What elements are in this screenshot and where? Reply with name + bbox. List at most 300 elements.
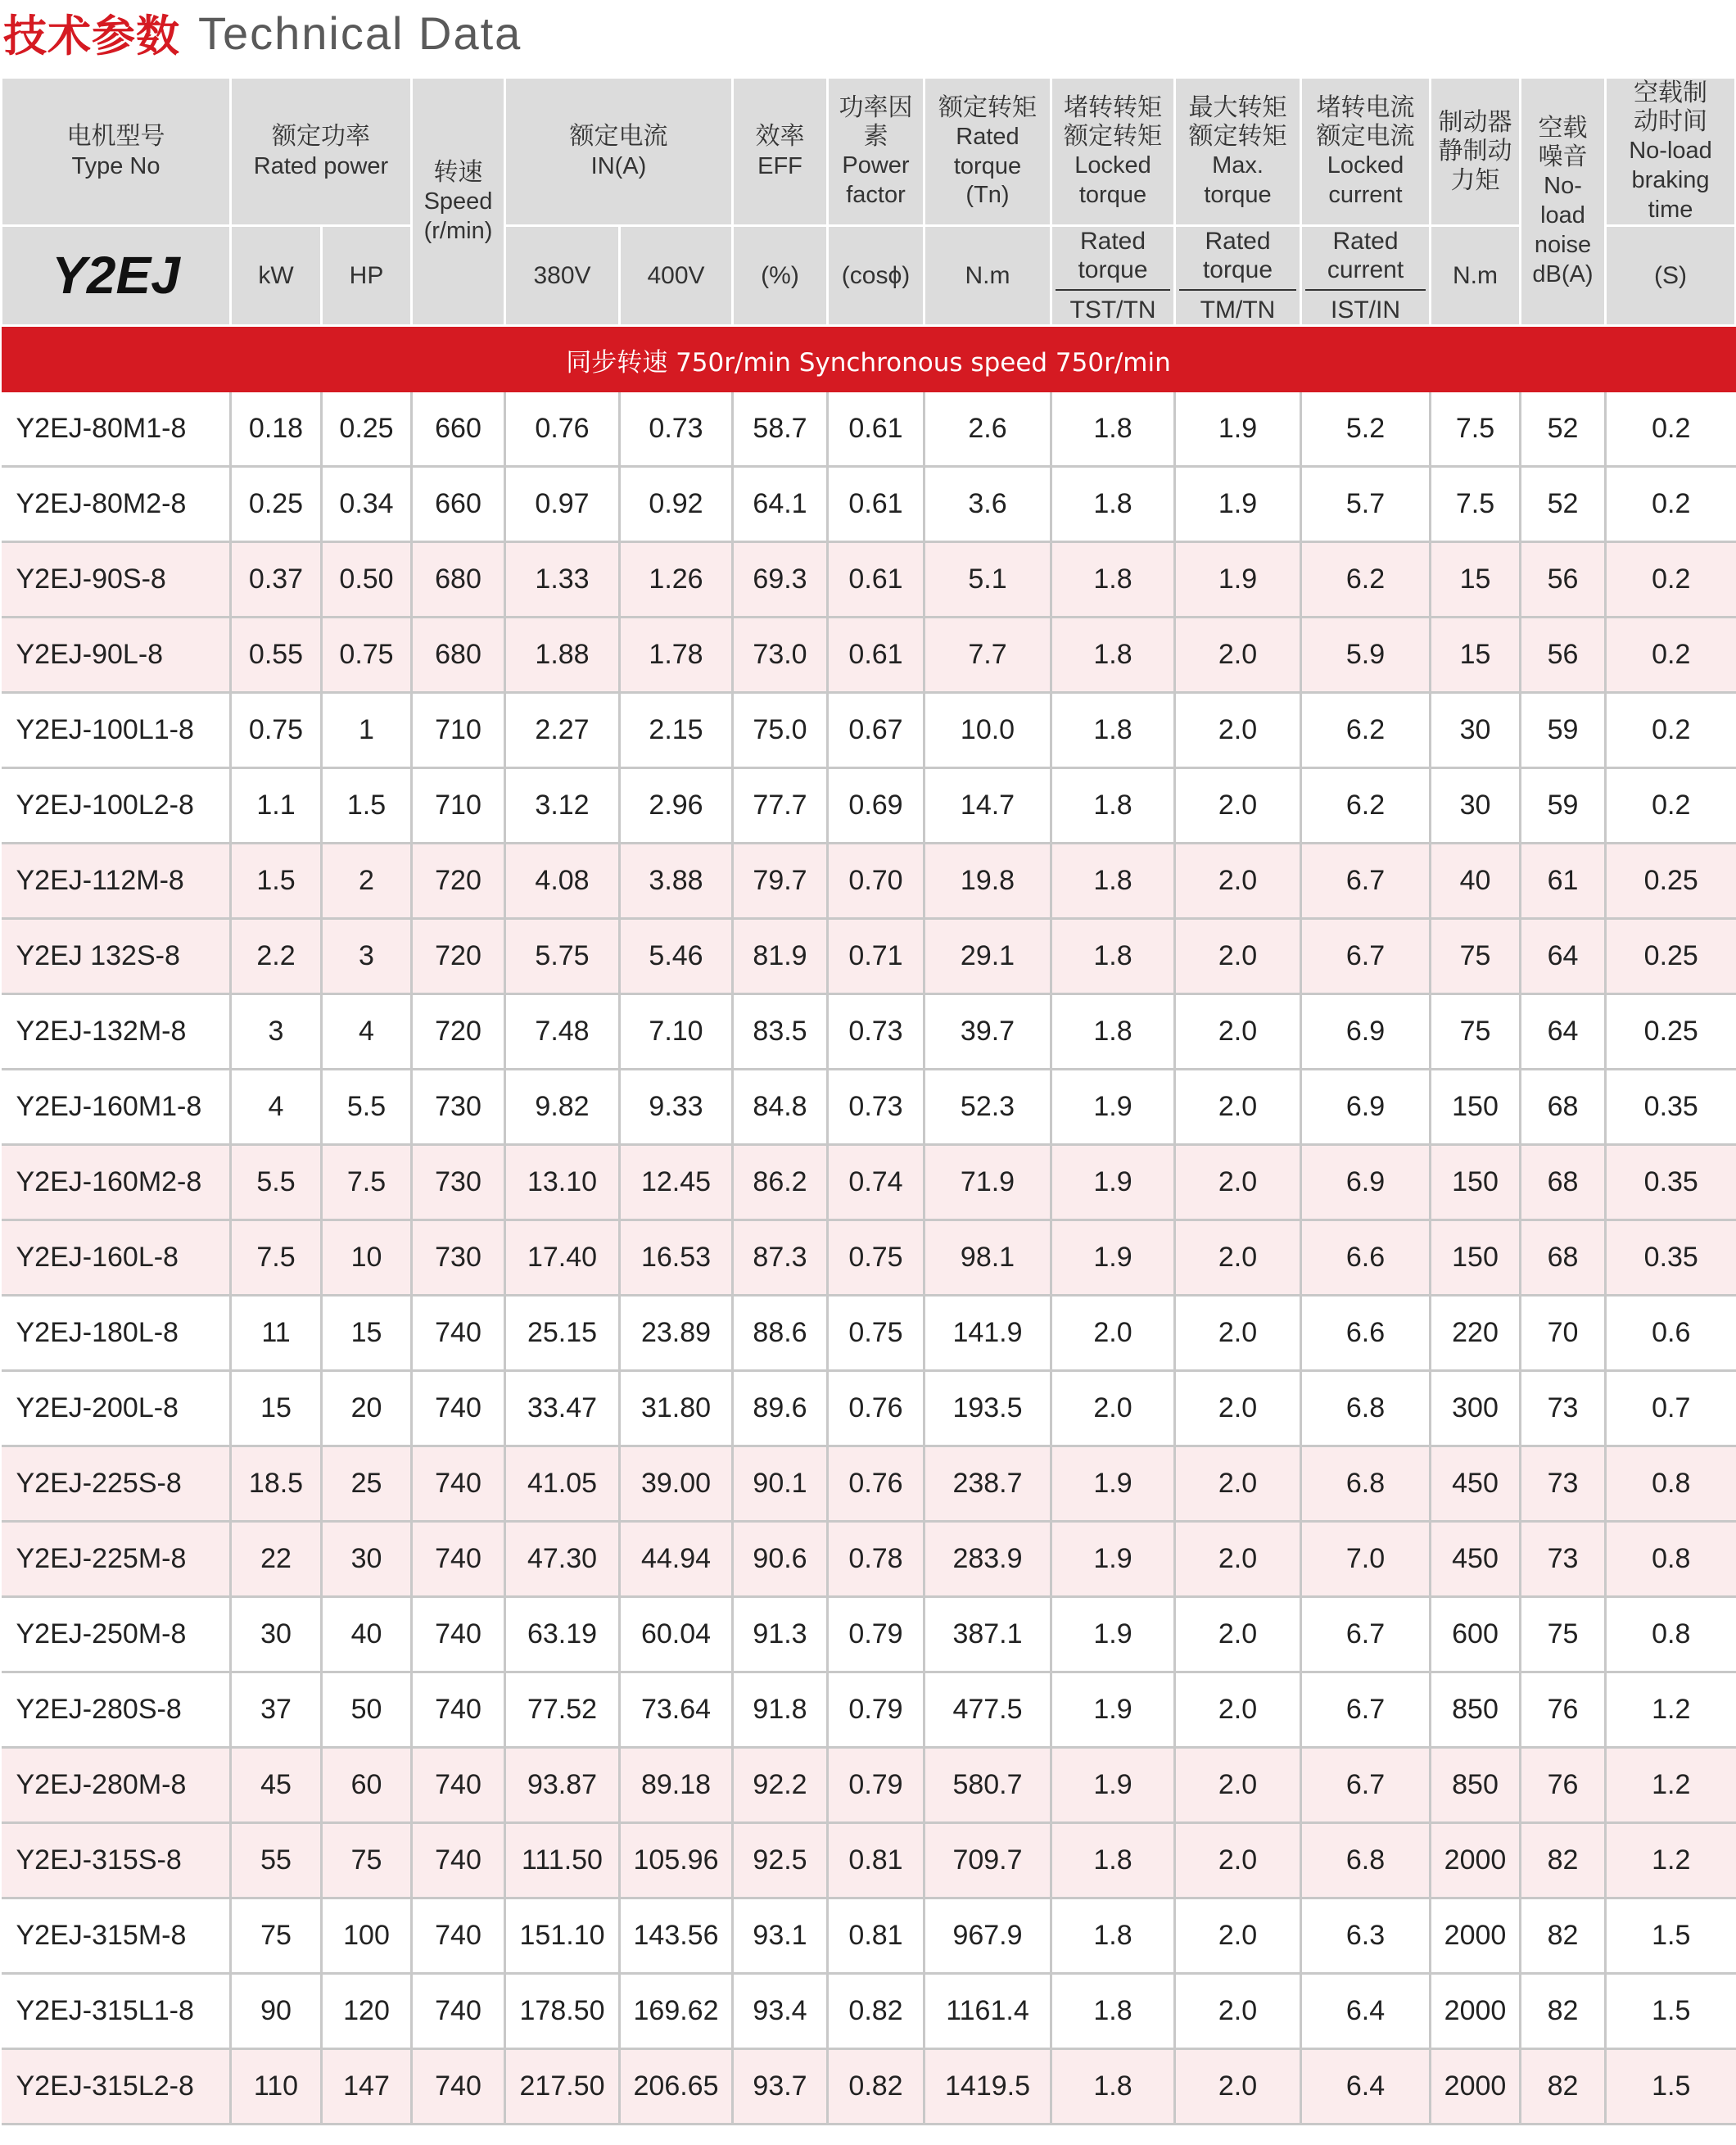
value-cell: 92.2 <box>733 1748 828 1823</box>
value-cell: 1.5 <box>1606 1974 1736 2049</box>
model-cell: Y2EJ-160M2-8 <box>2 1145 231 1220</box>
title-chinese: 技术参数 <box>3 11 180 61</box>
value-cell: 2.0 <box>1175 618 1301 693</box>
value-cell: 44.94 <box>620 1522 733 1597</box>
value-cell: 89.6 <box>733 1371 828 1446</box>
value-cell: 39.7 <box>925 994 1051 1070</box>
value-cell: 1.9 <box>1051 1220 1175 1296</box>
value-cell: 77.52 <box>505 1672 620 1748</box>
value-cell: 9.33 <box>620 1070 733 1145</box>
table-row <box>2 844 1736 919</box>
value-cell: 206.65 <box>620 2049 733 2125</box>
unit-380v: 380V <box>505 225 620 325</box>
page-title <box>3 3 522 62</box>
value-cell: 10.0 <box>925 693 1051 768</box>
table-row <box>2 1823 1736 1898</box>
unit-brake-nm: N.m <box>1431 225 1521 325</box>
header-braking-time: 空载制 动时间 No-load braking time <box>1606 78 1736 226</box>
value-cell: 1.8 <box>1051 1823 1175 1898</box>
value-cell: 64.1 <box>733 467 828 542</box>
value-cell: 82 <box>1521 1974 1606 2049</box>
value-cell: 59 <box>1521 768 1606 844</box>
value-cell: 150 <box>1431 1070 1521 1145</box>
value-cell: 5.7 <box>1301 467 1431 542</box>
table-row <box>2 994 1736 1070</box>
value-cell: 1.8 <box>1051 919 1175 994</box>
value-cell: 1.5 <box>1606 1898 1736 1974</box>
table-row <box>2 2049 1736 2125</box>
value-cell: 0.2 <box>1606 768 1736 844</box>
value-cell: 68 <box>1521 1070 1606 1145</box>
value-cell: 0.2 <box>1606 542 1736 618</box>
value-cell: 740 <box>412 2049 505 2125</box>
value-cell: 0.25 <box>231 467 322 542</box>
model-cell: Y2EJ-160L-8 <box>2 1220 231 1296</box>
value-cell: 1.9 <box>1175 467 1301 542</box>
value-cell: 720 <box>412 919 505 994</box>
value-cell: 2.0 <box>1051 1371 1175 1446</box>
value-cell: 2.0 <box>1175 844 1301 919</box>
unit-tm-tn: Rated torque TM/TN <box>1175 225 1301 325</box>
value-cell: 4 <box>231 1070 322 1145</box>
value-cell: 1.5 <box>1606 2049 1736 2125</box>
value-cell: 5.5 <box>322 1070 412 1145</box>
value-cell: 0.79 <box>828 1672 925 1748</box>
value-cell: 73 <box>1521 1371 1606 1446</box>
model-cell: Y2EJ-315M-8 <box>2 1898 231 1974</box>
value-cell: 6.7 <box>1301 1748 1431 1823</box>
value-cell: 2000 <box>1431 1898 1521 1974</box>
value-cell: 0.35 <box>1606 1220 1736 1296</box>
value-cell: 0.61 <box>828 392 925 467</box>
value-cell: 33.47 <box>505 1371 620 1446</box>
value-cell: 0.78 <box>828 1522 925 1597</box>
value-cell: 68 <box>1521 1145 1606 1220</box>
value-cell: 50 <box>322 1672 412 1748</box>
value-cell: 68 <box>1521 1220 1606 1296</box>
value-cell: 91.3 <box>733 1597 828 1672</box>
value-cell: 0.8 <box>1606 1522 1736 1597</box>
value-cell: 7.5 <box>1431 392 1521 467</box>
value-cell: 1.9 <box>1051 1145 1175 1220</box>
value-cell: 10 <box>322 1220 412 1296</box>
value-cell: 60 <box>322 1748 412 1823</box>
value-cell: 71.9 <box>925 1145 1051 1220</box>
value-cell: 93.7 <box>733 2049 828 2125</box>
value-cell: 76 <box>1521 1748 1606 1823</box>
value-cell: 81.9 <box>733 919 828 994</box>
value-cell: 52.3 <box>925 1070 1051 1145</box>
value-cell: 740 <box>412 1597 505 1672</box>
value-cell: 82 <box>1521 1823 1606 1898</box>
value-cell: 39.00 <box>620 1446 733 1522</box>
value-cell: 7.7 <box>925 618 1051 693</box>
value-cell: 2.0 <box>1175 1898 1301 1974</box>
value-cell: 0.75 <box>828 1296 925 1371</box>
value-cell: 0.76 <box>828 1371 925 1446</box>
value-cell: 0.92 <box>620 467 733 542</box>
value-cell: 730 <box>412 1070 505 1145</box>
value-cell: 47.30 <box>505 1522 620 1597</box>
value-cell: 143.56 <box>620 1898 733 1974</box>
value-cell: 0.8 <box>1606 1446 1736 1522</box>
table-row <box>2 1748 1736 1823</box>
value-cell: 15 <box>231 1371 322 1446</box>
value-cell: 1.2 <box>1606 1748 1736 1823</box>
value-cell: 0.25 <box>1606 994 1736 1070</box>
table-row <box>2 919 1736 994</box>
value-cell: 0.2 <box>1606 618 1736 693</box>
value-cell: 1.2 <box>1606 1823 1736 1898</box>
value-cell: 75 <box>1431 994 1521 1070</box>
value-cell: 15 <box>1431 618 1521 693</box>
value-cell: 2.0 <box>1175 1296 1301 1371</box>
value-cell: 7.5 <box>1431 467 1521 542</box>
value-cell: 75.0 <box>733 693 828 768</box>
header-efficiency: 效率 EFF <box>733 78 828 226</box>
table-row <box>2 1974 1736 2049</box>
section-synchronous-speed: 同步转速 750r/min Synchronous speed 750r/min <box>2 326 1736 393</box>
value-cell: 13.10 <box>505 1145 620 1220</box>
value-cell: 1.2 <box>1606 1672 1736 1748</box>
value-cell: 0.76 <box>505 392 620 467</box>
value-cell: 2.0 <box>1175 768 1301 844</box>
value-cell: 59 <box>1521 693 1606 768</box>
value-cell: 5.1 <box>925 542 1051 618</box>
value-cell: 1.8 <box>1051 1898 1175 1974</box>
value-cell: 300 <box>1431 1371 1521 1446</box>
value-cell: 2.0 <box>1175 693 1301 768</box>
value-cell: 6.2 <box>1301 768 1431 844</box>
value-cell: 79.7 <box>733 844 828 919</box>
value-cell: 5.46 <box>620 919 733 994</box>
value-cell: 1.8 <box>1051 1974 1175 2049</box>
value-cell: 0.73 <box>620 392 733 467</box>
value-cell: 82 <box>1521 2049 1606 2125</box>
value-cell: 0.7 <box>1606 1371 1736 1446</box>
value-cell: 0.76 <box>828 1446 925 1522</box>
unit-hp: HP <box>322 225 412 325</box>
value-cell: 93.87 <box>505 1748 620 1823</box>
value-cell: 60.04 <box>620 1597 733 1672</box>
header-noise: 空载 噪音 No- load noise dB(A) <box>1521 78 1606 326</box>
value-cell: 740 <box>412 1446 505 1522</box>
value-cell: 740 <box>412 1672 505 1748</box>
value-cell: 720 <box>412 844 505 919</box>
table-row <box>2 693 1736 768</box>
value-cell: 0.73 <box>828 994 925 1070</box>
table-row <box>2 1597 1736 1672</box>
value-cell: 0.2 <box>1606 693 1736 768</box>
value-cell: 600 <box>1431 1597 1521 1672</box>
table-row <box>2 618 1736 693</box>
model-cell: Y2EJ 132S-8 <box>2 919 231 994</box>
value-cell: 90.6 <box>733 1522 828 1597</box>
value-cell: 0.55 <box>231 618 322 693</box>
value-cell: 740 <box>412 1974 505 2049</box>
value-cell: 169.62 <box>620 1974 733 2049</box>
model-cell: Y2EJ-100L2-8 <box>2 768 231 844</box>
value-cell: 100 <box>322 1898 412 1974</box>
unit-kw: kW <box>231 225 322 325</box>
unit-ist-in: Rated current IST/IN <box>1301 225 1431 325</box>
model-cell: Y2EJ-90S-8 <box>2 542 231 618</box>
unit-cosphi: (cosϕ) <box>828 225 925 325</box>
value-cell: 73.64 <box>620 1672 733 1748</box>
value-cell: 0.75 <box>828 1220 925 1296</box>
value-cell: 75 <box>322 1823 412 1898</box>
value-cell: 450 <box>1431 1522 1521 1597</box>
value-cell: 4 <box>322 994 412 1070</box>
model-cell: Y2EJ-180L-8 <box>2 1296 231 1371</box>
value-cell: 52 <box>1521 467 1606 542</box>
value-cell: 0.2 <box>1606 467 1736 542</box>
value-cell: 6.2 <box>1301 693 1431 768</box>
value-cell: 64 <box>1521 919 1606 994</box>
value-cell: 3 <box>231 994 322 1070</box>
value-cell: 25.15 <box>505 1296 620 1371</box>
value-cell: 2.0 <box>1175 994 1301 1070</box>
value-cell: 61 <box>1521 844 1606 919</box>
value-cell: 1.9 <box>1051 1672 1175 1748</box>
value-cell: 0.97 <box>505 467 620 542</box>
value-cell: 1.8 <box>1051 2049 1175 2125</box>
value-cell: 0.34 <box>322 467 412 542</box>
table-row <box>2 1371 1736 1446</box>
model-cell: Y2EJ-132M-8 <box>2 994 231 1070</box>
value-cell: 75 <box>1521 1597 1606 1672</box>
model-cell: Y2EJ-80M1-8 <box>2 392 231 467</box>
value-cell: 0.25 <box>322 392 412 467</box>
value-cell: 12.45 <box>620 1145 733 1220</box>
value-cell: 740 <box>412 1748 505 1823</box>
model-cell: Y2EJ-280S-8 <box>2 1672 231 1748</box>
value-cell: 91.8 <box>733 1672 828 1748</box>
value-cell: 1.9 <box>1175 392 1301 467</box>
value-cell: 14.7 <box>925 768 1051 844</box>
value-cell: 0.8 <box>1606 1597 1736 1672</box>
value-cell: 17.40 <box>505 1220 620 1296</box>
value-cell: 110 <box>231 2049 322 2125</box>
value-cell: 0.67 <box>828 693 925 768</box>
value-cell: 1.78 <box>620 618 733 693</box>
value-cell: 0.71 <box>828 919 925 994</box>
value-cell: 238.7 <box>925 1446 1051 1522</box>
value-cell: 6.2 <box>1301 542 1431 618</box>
value-cell: 105.96 <box>620 1823 733 1898</box>
value-cell: 0.50 <box>322 542 412 618</box>
value-cell: 93.1 <box>733 1898 828 1974</box>
value-cell: 76 <box>1521 1672 1606 1748</box>
value-cell: 1.88 <box>505 618 620 693</box>
value-cell: 1.9 <box>1051 1597 1175 1672</box>
header-rated-power: 额定功率 Rated power <box>231 78 412 226</box>
value-cell: 1.26 <box>620 542 733 618</box>
value-cell: 16.53 <box>620 1220 733 1296</box>
value-cell: 709.7 <box>925 1823 1051 1898</box>
header-max-torque: 最大转矩 额定转矩 Max. torque <box>1175 78 1301 226</box>
value-cell: 15 <box>322 1296 412 1371</box>
model-cell: Y2EJ-250M-8 <box>2 1597 231 1672</box>
value-cell: 0.74 <box>828 1145 925 1220</box>
value-cell: 2.0 <box>1175 1446 1301 1522</box>
model-cell: Y2EJ-160M1-8 <box>2 1070 231 1145</box>
value-cell: 1.8 <box>1051 618 1175 693</box>
value-cell: 217.50 <box>505 2049 620 2125</box>
value-cell: 2.0 <box>1175 1522 1301 1597</box>
unit-nm: N.m <box>925 225 1051 325</box>
value-cell: 5.2 <box>1301 392 1431 467</box>
value-cell: 82 <box>1521 1898 1606 1974</box>
table-row <box>2 392 1736 467</box>
value-cell: 0.69 <box>828 768 925 844</box>
value-cell: 7.5 <box>231 1220 322 1296</box>
value-cell: 2.0 <box>1175 1748 1301 1823</box>
value-cell: 9.82 <box>505 1070 620 1145</box>
value-cell: 69.3 <box>733 542 828 618</box>
value-cell: 2.0 <box>1175 1597 1301 1672</box>
value-cell: 29.1 <box>925 919 1051 994</box>
value-cell: 3.6 <box>925 467 1051 542</box>
model-cell: Y2EJ-100L1-8 <box>2 693 231 768</box>
value-cell: 0.35 <box>1606 1070 1736 1145</box>
value-cell: 86.2 <box>733 1145 828 1220</box>
value-cell: 89.18 <box>620 1748 733 1823</box>
header-locked-current: 堵转电流 额定电流 Locked current <box>1301 78 1431 226</box>
value-cell: 2.0 <box>1175 2049 1301 2125</box>
table-row <box>2 1672 1736 1748</box>
value-cell: 2.96 <box>620 768 733 844</box>
value-cell: 30 <box>1431 768 1521 844</box>
unit-seconds: (S) <box>1606 225 1736 325</box>
value-cell: 580.7 <box>925 1748 1051 1823</box>
value-cell: 0.2 <box>1606 392 1736 467</box>
value-cell: 680 <box>412 542 505 618</box>
value-cell: 7.0 <box>1301 1522 1431 1597</box>
value-cell: 73 <box>1521 1446 1606 1522</box>
value-cell: 0.35 <box>1606 1145 1736 1220</box>
value-cell: 0.6 <box>1606 1296 1736 1371</box>
value-cell: 0.61 <box>828 467 925 542</box>
value-cell: 6.8 <box>1301 1823 1431 1898</box>
value-cell: 6.8 <box>1301 1446 1431 1522</box>
value-cell: 1.8 <box>1051 467 1175 542</box>
value-cell: 6.4 <box>1301 2049 1431 2125</box>
unit-tst-tn: Rated torque TST/TN <box>1051 225 1175 325</box>
value-cell: 3.88 <box>620 844 733 919</box>
value-cell: 6.9 <box>1301 994 1431 1070</box>
model-cell: Y2EJ-225M-8 <box>2 1522 231 1597</box>
value-cell: 7.10 <box>620 994 733 1070</box>
value-cell: 5.5 <box>231 1145 322 1220</box>
value-cell: 2 <box>322 844 412 919</box>
value-cell: 52 <box>1521 392 1606 467</box>
value-cell: 0.82 <box>828 1974 925 2049</box>
value-cell: 2.15 <box>620 693 733 768</box>
table-row <box>2 1522 1736 1597</box>
value-cell: 6.4 <box>1301 1974 1431 2049</box>
value-cell: 0.70 <box>828 844 925 919</box>
value-cell: 740 <box>412 1522 505 1597</box>
value-cell: 5.9 <box>1301 618 1431 693</box>
value-cell: 477.5 <box>925 1672 1051 1748</box>
value-cell: 2000 <box>1431 2049 1521 2125</box>
value-cell: 147 <box>322 2049 412 2125</box>
value-cell: 18.5 <box>231 1446 322 1522</box>
model-series-label: Y2EJ <box>2 225 231 325</box>
value-cell: 2.0 <box>1175 1672 1301 1748</box>
value-cell: 20 <box>322 1371 412 1446</box>
value-cell: 64 <box>1521 994 1606 1070</box>
unit-percent: (%) <box>733 225 828 325</box>
value-cell: 6.6 <box>1301 1296 1431 1371</box>
value-cell: 92.5 <box>733 1823 828 1898</box>
technical-data-table <box>0 76 1736 2125</box>
header-locked-torque: 堵转转矩 额定转矩 Locked torque <box>1051 78 1175 226</box>
model-cell: Y2EJ-315S-8 <box>2 1823 231 1898</box>
value-cell: 0.81 <box>828 1823 925 1898</box>
model-cell: Y2EJ-315L2-8 <box>2 2049 231 2125</box>
value-cell: 0.82 <box>828 2049 925 2125</box>
header-brake-torque: 制动器 静制动 力矩 <box>1431 78 1521 226</box>
value-cell: 6.9 <box>1301 1145 1431 1220</box>
model-cell: Y2EJ-80M2-8 <box>2 467 231 542</box>
value-cell: 111.50 <box>505 1823 620 1898</box>
value-cell: 710 <box>412 768 505 844</box>
model-cell: Y2EJ-200L-8 <box>2 1371 231 1446</box>
table-row <box>2 1898 1736 1974</box>
value-cell: 1.8 <box>1051 542 1175 618</box>
value-cell: 4.08 <box>505 844 620 919</box>
value-cell: 87.3 <box>733 1220 828 1296</box>
value-cell: 31.80 <box>620 1371 733 1446</box>
header-rated-current: 额定电流 IN(A) <box>505 78 733 226</box>
value-cell: 1 <box>322 693 412 768</box>
model-cell: Y2EJ-90L-8 <box>2 618 231 693</box>
table-header <box>2 78 1736 326</box>
value-cell: 1.9 <box>1051 1522 1175 1597</box>
value-cell: 3.12 <box>505 768 620 844</box>
value-cell: 710 <box>412 693 505 768</box>
value-cell: 2.0 <box>1175 1145 1301 1220</box>
value-cell: 850 <box>1431 1748 1521 1823</box>
value-cell: 88.6 <box>733 1296 828 1371</box>
table-row <box>2 1220 1736 1296</box>
value-cell: 40 <box>322 1597 412 1672</box>
value-cell: 850 <box>1431 1672 1521 1748</box>
value-cell: 77.7 <box>733 768 828 844</box>
header-power-factor: 功率因素 Power factor <box>828 78 925 226</box>
value-cell: 1.9 <box>1175 542 1301 618</box>
table-row <box>2 768 1736 844</box>
value-cell: 90 <box>231 1974 322 2049</box>
value-cell: 1.8 <box>1051 693 1175 768</box>
value-cell: 151.10 <box>505 1898 620 1974</box>
value-cell: 1.8 <box>1051 768 1175 844</box>
table-row <box>2 1145 1736 1220</box>
value-cell: 84.8 <box>733 1070 828 1145</box>
value-cell: 75 <box>1431 919 1521 994</box>
value-cell: 1.33 <box>505 542 620 618</box>
value-cell: 55 <box>231 1823 322 1898</box>
value-cell: 2.0 <box>1175 1974 1301 2049</box>
model-cell: Y2EJ-112M-8 <box>2 844 231 919</box>
value-cell: 1.8 <box>1051 994 1175 1070</box>
value-cell: 0.81 <box>828 1898 925 1974</box>
value-cell: 0.37 <box>231 542 322 618</box>
value-cell: 967.9 <box>925 1898 1051 1974</box>
model-cell: Y2EJ-225S-8 <box>2 1446 231 1522</box>
